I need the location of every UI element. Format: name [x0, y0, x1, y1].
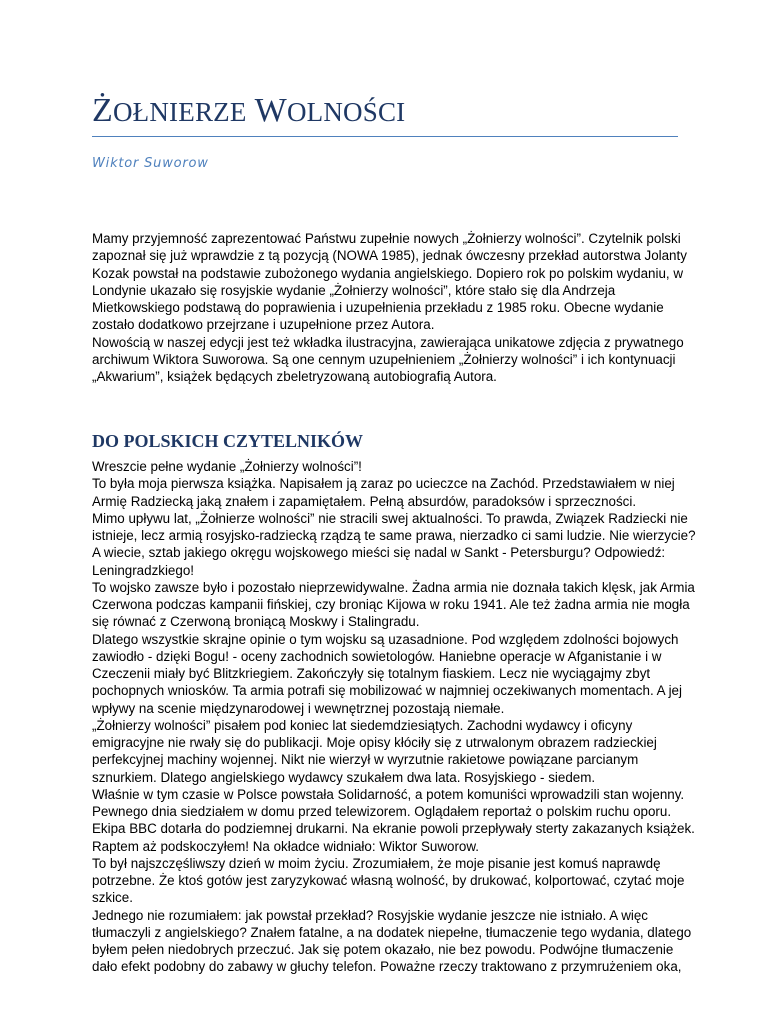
text-line: To był najszczęśliwszy dzień w moim życiu. Zrozumiałem, że moje pisanie jest komuś naprawdę — [92, 855, 661, 871]
text-line: zawiodło - dzięki Bogu! - oceny zachodnich sowietologów. Haniebne operacje w Afganistanie i w — [92, 648, 662, 664]
text-line: Ekipa BBC dotarła do podziemnej drukarni. Na ekranie powoli przepływały sterty zakazanych książek. — [92, 821, 695, 837]
text-line: Wreszcie pełne wydanie „Żołnierzy wolności”! — [92, 459, 362, 474]
text-line: zapoznał się już wprawdzie z tą pozycją (NOWA 1985), jednak ówczesny przekład autorstwa Jolanty — [92, 248, 687, 264]
text-line: Mimo upływu lat, „Żołnierze wolności” nie stracili swej aktualności. To prawda, Związek Radziecki nie — [92, 510, 688, 526]
text-line: szkice. — [92, 890, 133, 906]
section-heading: DO POLSKICH CZYTELNIKÓW — [92, 431, 364, 451]
text-line: Leningradzkiego! — [92, 562, 194, 578]
text-line: byłem pełen niedobrych przeczuć. Jak się potem okazało, nie bez powodu. Podwójne tłumaczenie — [92, 942, 674, 957]
text-line: się równać z Czerwoną broniącą Moskwy i Stalingradu. — [92, 614, 420, 630]
text-line: archiwum Wiktora Suworowa. Są one cennym uzupełnieniem „Żołnierzy wolności” i ich kontynuacji — [92, 351, 676, 367]
text-line: Mietkowskiego podstawą do poprawienia i uzupełnienia przekładu z 1985 roku. Obecne wydanie — [92, 300, 664, 315]
text-line: Czeczenii miały być Blitzkriegiem. Zakończyły się totalnym fiaskiem. Lecz nie wyciągajmy zbyt — [92, 666, 651, 681]
text-line: Mamy przyjemność zaprezentować Państwu zupełnie nowych „Żołnierzy wolności”. Czytelnik polski — [92, 231, 681, 246]
text-line: emigracyjne nie rwały się do publikacji. Moje opisy kłóciły się z utrwalonym obrazem radzieckiej — [92, 735, 657, 750]
text-line: potrzebne. Że ktoś gotów jest zaryzykować własną wolność, by drukować, kolportować, czytać moje — [92, 873, 685, 888]
text-line: Kozak powstał na podstawie zubożonego wydania angielskiego. Dopiero rok po polskim wydaniu, w — [92, 265, 684, 281]
text-line: Jednego nie rozumiałem: jak powstał przekład? Rosyjskie wydanie jeszcze nie istniało. A więc — [92, 907, 648, 923]
intro-paragraph — [92, 230, 687, 385]
document-title: ŻOŁNIERZE WOLNOŚCI — [92, 92, 406, 129]
text-line: „Akwarium”, książek będących zbeletryzowaną autobiografią Autora. — [92, 369, 497, 384]
text-line: Pewnego dnia siedziałem w domu przed telewizorem. Oglądałem reportaż o polskim ruchu oporu. — [92, 804, 672, 819]
text-line: Nowością w naszej edycji jest też wkładka ilustracyjna, zawierająca unikatowe zdjęcia z prywatnego — [92, 334, 684, 350]
text-line: Londynie ukazało się rosyjskie wydanie „Żołnierzy wolności”, które stało się dla Andrzeja — [92, 282, 616, 298]
text-line: dało efekt podobny do zabawy w głuchy telefon. Poważne rzeczy traktowano z przymrużeniem oka, — [92, 959, 682, 975]
text-line: To była moja pierwsza książka. Napisałem ją zaraz po ucieczce na Zachód. Przedstawiałem w niej — [92, 476, 675, 492]
text-line: Właśnie w tym czasie w Polsce powstała Solidarność, a potem komuniści wprowadzili stan wojenny. — [92, 786, 685, 802]
text-line: pochopnych wniosków. Ta armia potrafi się mobilizować w najmniej oczekiwanych momentach. A jej — [92, 683, 682, 699]
text-line: wpływy na scenie międzynarodowej i wewnętrznej pozostają niemałe. — [92, 700, 505, 716]
text-line: tłumaczyli z angielskiego? Znałem fatalne, a na dodatek niepełne, tłumaczenie tego wydania, dlatego — [92, 924, 692, 940]
text-line: A wiecie, sztab jakiego okręgu wojskowego mieści się nadal w Sankt - Petersburgu? Odpowiedź: — [92, 545, 666, 561]
text-line: „Żołnierzy wolności” pisałem pod koniec lat siedemdziesiątych. Zachodni wydawcy i oficyny — [92, 717, 633, 733]
document-author: Wiktor Suworow — [92, 156, 209, 171]
section-body — [92, 458, 696, 976]
text-line: sznurkiem. Dlatego angielskiego wydawcy szukałem dwa lata. Rosyjskiego - siedem. — [92, 769, 596, 785]
text-line: zostało dodatkowo przejrzane i uzupełnione przez Autora. — [92, 317, 435, 333]
text-line: istnieje, lecz armią rosyjsko-radziecką rządzą te same prawa, nierzadko ci sami ludzie. Nie wierzycie? — [92, 528, 696, 543]
title-divider — [92, 136, 678, 137]
text-line: perfekcyjnej machiny wojennej. Nikt nie wierzył w wyrzutnie rakietowe powiązane parcianym — [92, 752, 639, 768]
text-line: Armię Radziecką jaką znałem i zapamiętałem. Pełną absurdów, paradoksów i sprzeczności. — [92, 493, 637, 509]
text-line: Dlatego wszystkie skrajne opinie o tym wojsku są uzasadnione. Pod względem zdolności bojowych — [92, 631, 679, 647]
text-line: To wojsko zawsze było i pozostało nieprzewidywalne. Żadna armia nie doznała takich klęsk, jak Armia — [92, 579, 695, 595]
text-line: Czerwona podczas kampanii fińskiej, czy broniąc Kijowa w roku 1941. Ale też żadna armia nie mogła — [92, 597, 690, 612]
text-line: Raptem aż podskoczyłem! Na okładce widniało: Wiktor Suworow. — [92, 838, 480, 854]
